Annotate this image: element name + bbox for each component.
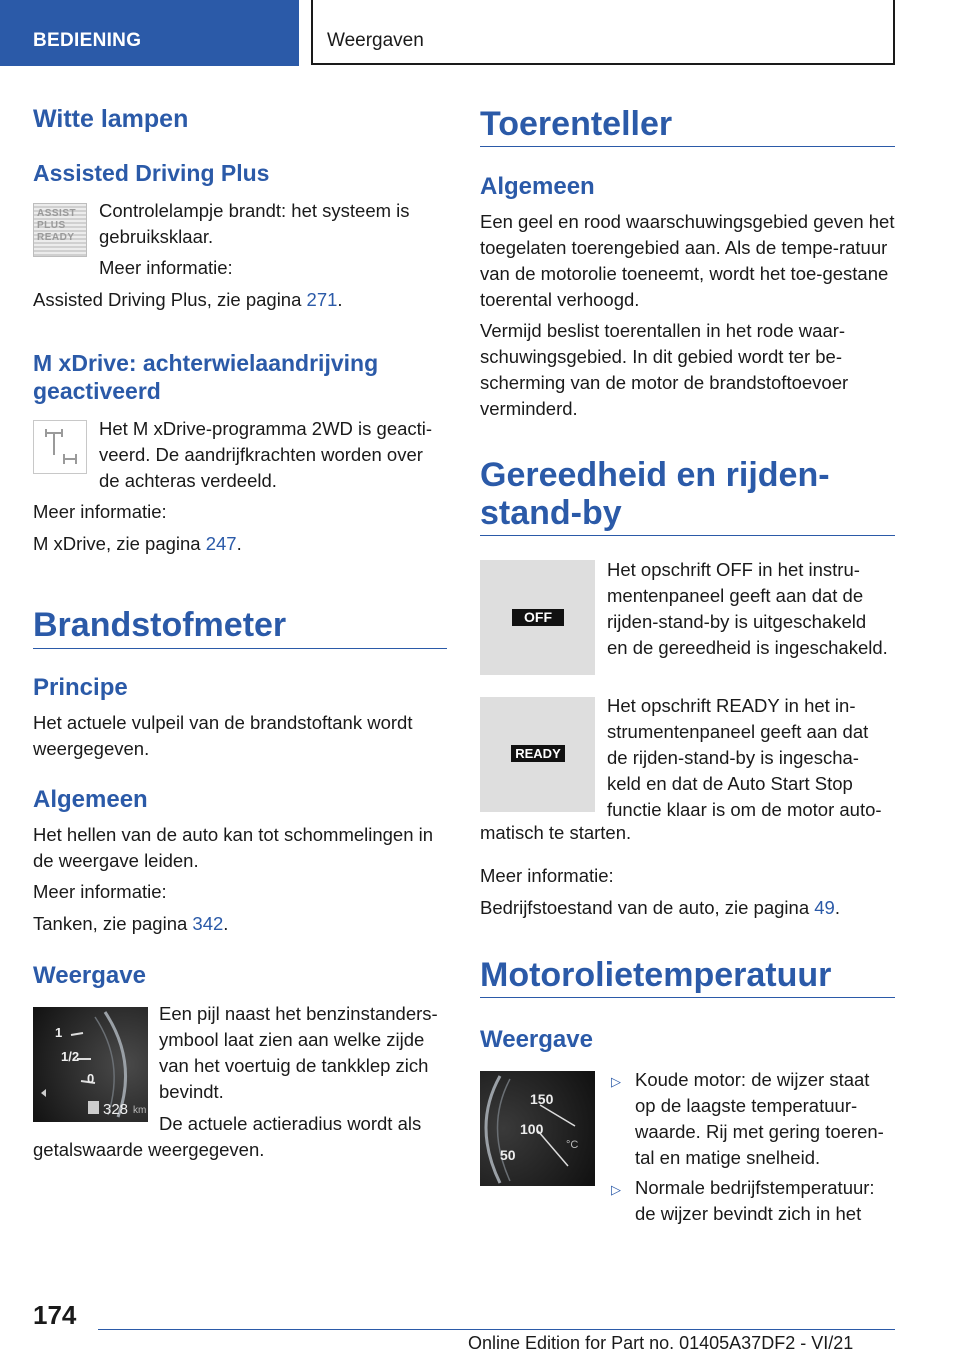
heading-xdrive-line2: geactiveerd bbox=[33, 378, 161, 404]
fuel-gauge-label-0: 0 bbox=[87, 1071, 95, 1086]
algemeen-left-text: Het hellen van de auto kan tot schommelingen in de weergave leiden. bbox=[33, 824, 434, 871]
gereedheid-ref-text: Bedrijfstoestand van de auto, zie pagina bbox=[480, 897, 815, 918]
ready-text-line2: strumentenpaneel geeft aan dat bbox=[607, 721, 869, 742]
footer-edition: Online Edition for Part no. 01405A37DF2 - VI/21 bbox=[468, 1333, 854, 1353]
ready-display-image bbox=[480, 697, 595, 812]
toerenteller-text-2: Vermijd beslist toerentallen in het rode waar‐schuwingsgebied. In dit gebied wordt ter be‐scherming van de motor de brandstoftoevoer verminderd. bbox=[480, 320, 849, 419]
chapter-title: Weergaven bbox=[311, 0, 895, 65]
ready-text-line6: matisch te starten. bbox=[480, 822, 632, 843]
page-number: 174 bbox=[33, 1300, 77, 1330]
bullet1-line2: op de laagste temperatuur‐ bbox=[635, 1095, 858, 1116]
ready-text-line5: functie klaar is om de motor auto‐ bbox=[607, 799, 882, 820]
xdrive-ref-text: M xDrive, zie pagina bbox=[33, 533, 206, 554]
divider-toerenteller bbox=[480, 146, 895, 147]
gereedheid-reference bbox=[480, 895, 840, 921]
heading-algemeen-left: Algemeen bbox=[33, 786, 148, 813]
fuel-gauge-label-half: 1/2 bbox=[61, 1049, 80, 1064]
ready-text-line1: Het opschrift READY in het in‐ bbox=[607, 695, 856, 716]
fuel-gauge-image bbox=[33, 1007, 148, 1122]
oil-gauge-unit: °C bbox=[566, 1139, 579, 1151]
icon-text-ready: READY bbox=[37, 232, 75, 243]
heading-gereedheid-line2: stand-by bbox=[480, 494, 622, 532]
footer-divider bbox=[98, 1329, 895, 1330]
assisted-more-info: Meer informatie: bbox=[99, 257, 233, 278]
heading-gereedheid-line1: Gereedheid en rijden‐ bbox=[480, 456, 830, 494]
weergave-left-text2-line2: getalswaarde weergegeven. bbox=[33, 1139, 265, 1160]
assisted-text: Controlelampje brandt: het systeem is gebruiksklaar. bbox=[99, 200, 410, 247]
bullet2-line1: Normale bedrijfstemperatuur: bbox=[635, 1177, 875, 1198]
xdrive-text-line3: de achteras verdeeld. bbox=[99, 470, 277, 491]
assisted-ref-text: Assisted Driving Plus, zie pagina bbox=[33, 289, 307, 310]
fuel-gauge-label-1: 1 bbox=[55, 1025, 63, 1040]
ready-text-line4: keld en dat de Auto Start Stop bbox=[607, 773, 853, 794]
weergave-left-text-line2: ymbool laat zien aan welke zijde bbox=[159, 1029, 425, 1050]
xdrive-ref-end: . bbox=[236, 533, 242, 554]
bullet-marker-1: ▷ bbox=[611, 1074, 621, 1089]
icon-text-assist: ASSIST bbox=[37, 208, 77, 219]
weergave-left-text-line1: Een pijl naast het benzinstanders‐ bbox=[159, 1003, 438, 1024]
oil-gauge-label-150: 150 bbox=[530, 1091, 554, 1107]
bullet-marker-2: ▷ bbox=[611, 1182, 621, 1197]
oil-temp-gauge-image bbox=[480, 1071, 595, 1186]
brandstof-page-link[interactable]: 342 bbox=[192, 913, 224, 934]
oil-gauge-label-50: 50 bbox=[500, 1147, 516, 1163]
off-badge: OFF bbox=[512, 609, 564, 626]
off-text-line2: mentenpaneel geeft aan dat de bbox=[607, 585, 864, 606]
heading-motorolietemperatuur: Motorolietemperatuur bbox=[480, 956, 832, 994]
ready-badge: READY bbox=[511, 745, 565, 762]
heading-witte-lampen: Witte lampen bbox=[33, 105, 189, 133]
gereedheid-more-info: Meer informatie: bbox=[480, 865, 614, 886]
toerenteller-text-1: Een geel en rood waarschuwingsgebied geven het toegelaten toerengebied aan. Als de tempe‐ratuur van de motorolie toeneemt, wordt het toe‐gestane toerental verhoogd. bbox=[480, 211, 895, 310]
weergave-left-text-line4: bevindt. bbox=[159, 1081, 224, 1102]
heading-algemeen-right: Algemeen bbox=[480, 173, 595, 200]
assisted-page-link[interactable]: 271 bbox=[306, 289, 338, 310]
gereedheid-ref-end: . bbox=[834, 897, 840, 918]
off-text-line4: en de gereedheid is ingeschakeld. bbox=[607, 637, 888, 658]
assisted-ref-end: . bbox=[337, 289, 343, 310]
bullet2-line2: de wijzer bevindt zich in het bbox=[635, 1203, 862, 1224]
heading-weergave-left: Weergave bbox=[33, 962, 146, 989]
heading-weergave-right: Weergave bbox=[480, 1026, 593, 1053]
heading-xdrive-line1: M xDrive: achterwielaandrijving bbox=[33, 350, 379, 376]
bullet1-line4: tal en matige snelheid. bbox=[635, 1147, 821, 1168]
weergave-left-text2-line1: De actuele actieradius wordt als bbox=[159, 1113, 422, 1134]
xdrive-more-info: Meer informatie: bbox=[33, 501, 167, 522]
oil-gauge-label-100: 100 bbox=[520, 1121, 544, 1137]
gereedheid-page-link[interactable]: 49 bbox=[814, 897, 835, 918]
section-tab: BEDIENING bbox=[0, 0, 299, 66]
fuel-pump-icon bbox=[88, 1101, 99, 1114]
off-display-image bbox=[480, 560, 595, 675]
divider-brandstofmeter bbox=[33, 648, 447, 649]
xdrive-text-line2: veerd. De aandrijfkrachten worden over bbox=[99, 444, 423, 465]
fuel-range-unit: km bbox=[133, 1105, 147, 1116]
icon-text-plus: PLUS bbox=[37, 220, 66, 231]
heading-assisted-driving-plus: Assisted Driving Plus bbox=[33, 160, 270, 186]
bullet1-line3: waarde. Rij met gering toeren‐ bbox=[635, 1121, 884, 1142]
off-text-line1: Het opschrift OFF in het instru‐ bbox=[607, 559, 860, 580]
xdrive-2wd-icon bbox=[33, 420, 87, 474]
heading-principe: Principe bbox=[33, 674, 128, 701]
brandstof-more-info: Meer informatie: bbox=[33, 881, 167, 902]
xdrive-text-line1: Het M xDrive-programma 2WD is geacti‐ bbox=[99, 418, 433, 439]
assisted-driving-plus-icon bbox=[33, 203, 87, 257]
assisted-reference bbox=[33, 287, 343, 313]
xdrive-reference bbox=[33, 531, 242, 557]
bullet1-line1: Koude motor: de wijzer staat bbox=[635, 1069, 870, 1090]
fuel-range-value: 328 bbox=[103, 1101, 129, 1118]
heading-brandstofmeter: Brandstofmeter bbox=[33, 606, 287, 644]
heading-toerenteller: Toerenteller bbox=[480, 105, 673, 143]
xdrive-page-link[interactable]: 247 bbox=[205, 533, 237, 554]
off-text-line3: rijden-stand-by is uitgeschakeld bbox=[607, 611, 867, 632]
ready-text-line3: de rijden-stand-by is ingescha‐ bbox=[607, 747, 859, 768]
brandstof-ref-end: . bbox=[223, 913, 229, 934]
divider-gereedheid bbox=[480, 535, 895, 536]
brandstof-ref-text: Tanken, zie pagina bbox=[33, 913, 193, 934]
weergave-left-text-line3: van het voertuig de tankklep zich bbox=[159, 1055, 429, 1076]
divider-motorolie bbox=[480, 997, 895, 998]
brandstof-reference bbox=[33, 911, 228, 937]
principe-text: Het actuele vulpeil van de brandstoftank wordt weergegeven. bbox=[33, 712, 413, 759]
